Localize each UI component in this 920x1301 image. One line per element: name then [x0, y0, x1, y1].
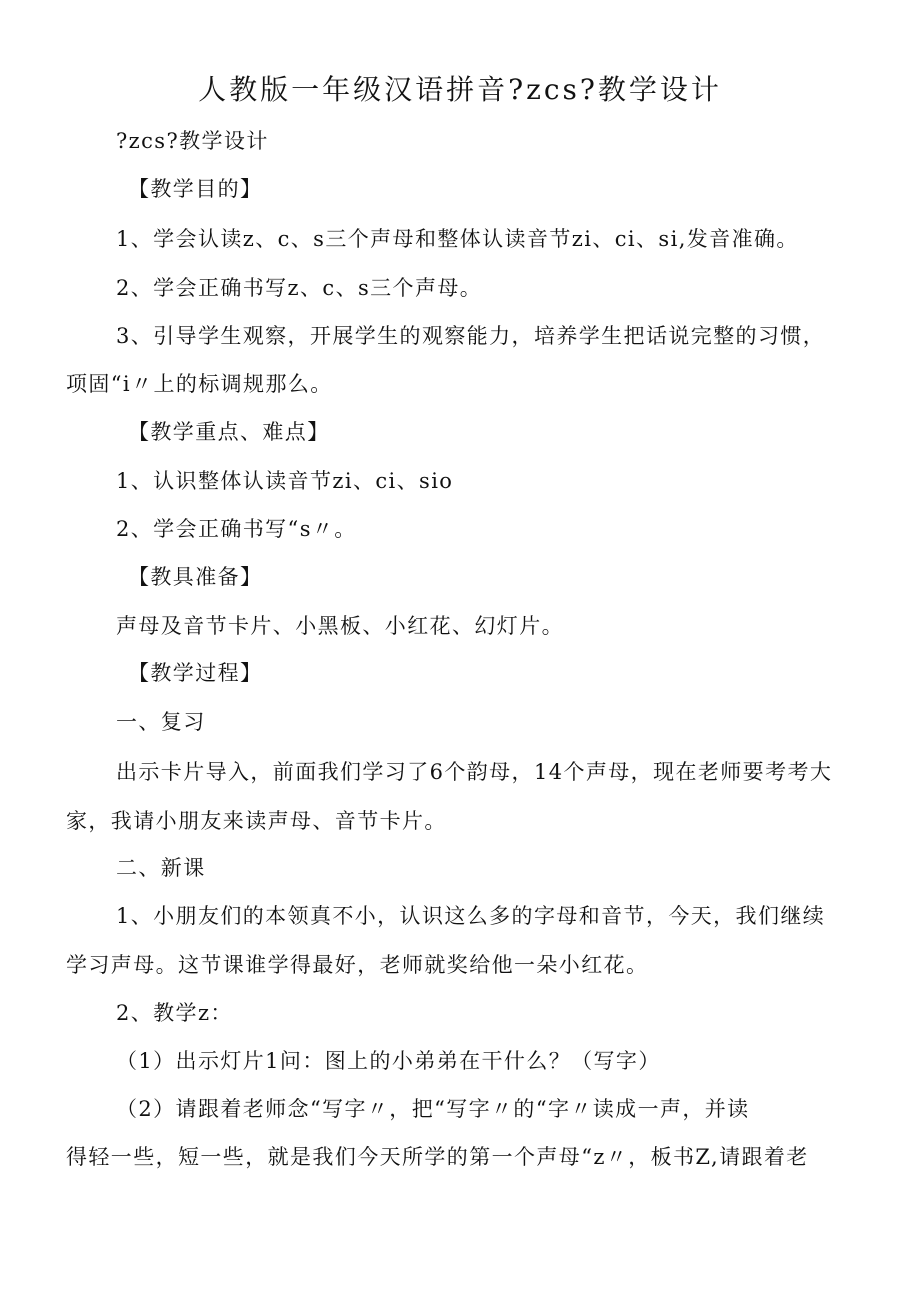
teach-z-step-1: （1）出示灯片1问：图上的小弟弟在干什么？（写字）: [116, 1049, 661, 1073]
subheading-new-lesson: 二、新课: [116, 856, 206, 880]
subheading-review: 一、复习: [116, 710, 206, 734]
document-title: 人教版一年级汉语拼音?zcs?教学设计: [198, 73, 722, 106]
section-heading-materials: 【教具准备】: [128, 565, 263, 589]
section-heading-process: 【教学过程】: [128, 661, 263, 685]
key-point-2: 2、学会正确书写“s〃。: [116, 517, 357, 541]
review-paragraph-cont: 家，我请小朋友来读声母、音节卡片。: [66, 809, 447, 833]
materials-line: 声母及音节卡片、小黑板、小红花、幻灯片。: [116, 614, 564, 638]
subtitle-line: ?zcs?教学设计: [116, 129, 269, 153]
section-heading-key-points: 【教学重点、难点】: [128, 420, 330, 444]
new-lesson-paragraph-cont: 学习声母。这节课谁学得最好，老师就奖给他一朵小红花。: [66, 953, 649, 977]
key-point-1: 1、认识整体认读音节zi、ci、sio: [116, 469, 454, 493]
objective-3: 3、引导学生观察，开展学生的观察能力，培养学生把话说完整的习惯，: [116, 324, 826, 348]
review-paragraph: 出示卡片导入，前面我们学习了6个韵母，14个声母，现在老师要考考大: [116, 760, 833, 784]
objective-3-cont: 项固“i〃上的标调规那么。: [66, 372, 333, 396]
teach-z-step-2-cont: 得轻一些，短一些，就是我们今天所学的第一个声母“z〃，板书Z,请跟着老: [66, 1145, 809, 1169]
teach-z-step-2: （2）请跟着老师念“写字〃，把“写字〃的“字〃读成一声，并读: [116, 1097, 750, 1121]
new-lesson-paragraph: 1、小朋友们的本领真不小，认识这么多的字母和音节，今天，我们继续: [116, 904, 826, 928]
objective-1: 1、学会认读z、c、s三个声母和整体认读音节zi、ci、si,发音准确。: [116, 227, 799, 251]
objective-2: 2、学会正确书写z、c、s三个声母。: [116, 276, 483, 300]
teach-z-heading: 2、教学z：: [116, 1001, 233, 1025]
section-heading-objectives: 【教学目的】: [128, 177, 263, 201]
